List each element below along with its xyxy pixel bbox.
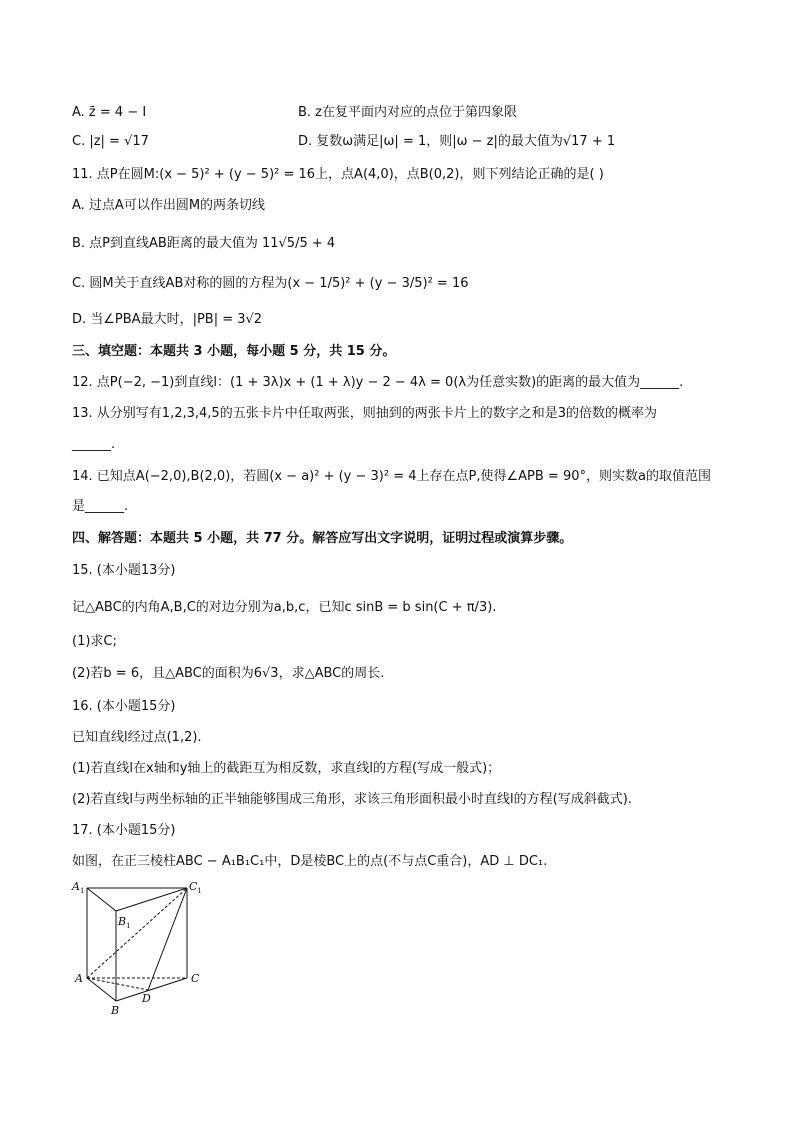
segment-a-c1-hidden bbox=[87, 888, 187, 978]
label-b1: $B_1$ bbox=[118, 915, 131, 930]
q16-stem: 已知直线l经过点(1,2). bbox=[72, 730, 202, 745]
q17-header: 17. (本小题15分) bbox=[72, 823, 176, 838]
q11-option-b: B. 点P到直线AB距离的最大值为 11√5/5 + 4 bbox=[72, 236, 336, 251]
edge-b1-c1 bbox=[116, 888, 187, 911]
section-4-heading: 四、解答题：本题共 5 小题，共 77 分。解答应写出文字说明，证明过程或演算步骤。 bbox=[72, 531, 573, 546]
label-a: A bbox=[75, 972, 83, 985]
q15-part1: (1)求C; bbox=[72, 634, 117, 649]
q14-line2: 是______. bbox=[72, 499, 129, 514]
section-3-heading: 三、填空题：本题共 3 小题，每小题 5 分，共 15 分。 bbox=[72, 344, 396, 359]
q16-part1: (1)若直线l在x轴和y轴上的截距互为相反数，求直线l的方程(写成一般式)； bbox=[72, 761, 501, 776]
q13-line2: ______. bbox=[72, 437, 116, 452]
q15-part2: (2)若b = 6，且△ABC的面积为6√3，求△ABC的周长. bbox=[72, 666, 385, 681]
q10-option-d: D. 复数ω满足|ω| = 1，则|ω − z|的最大值为√17 + 1 bbox=[298, 134, 616, 149]
q11-option-c: C. 圆M关于直线AB对称的圆的方程为(x − 1/5)² + (y − 3/5)² = 16 bbox=[72, 276, 469, 291]
edge-a-b bbox=[87, 978, 116, 1001]
q10-option-b: B. z在复平面内对应的点位于第四象限 bbox=[298, 105, 518, 120]
q13-line1: 13. 从分别写有1,2,3,4,5的五张卡片中任取两张，则抽到的两张卡片上的数字之和是3的倍数的概率为 bbox=[72, 406, 657, 421]
q16-part2: (2)若直线l与两坐标轴的正半轴能够围成三角形，求该三角形面积最小时直线l的方程(写成斜截式). bbox=[72, 792, 632, 807]
edge-a1-b1 bbox=[87, 888, 116, 911]
q15-header: 15. (本小题13分) bbox=[72, 563, 176, 578]
q12-text: 12. 点P(−2, −1)到直线l：(1 + 3λ)x + (1 + λ)y − 2 − 4λ = 0(λ为任意实数)的距离的最大值为______. bbox=[72, 375, 684, 390]
segment-d-c1 bbox=[148, 888, 187, 990]
label-b: B bbox=[111, 1004, 120, 1017]
segment-a-d-hidden bbox=[87, 978, 148, 990]
q10-option-c: C. |z| = √17 bbox=[72, 134, 149, 149]
label-a1: $A_1$ bbox=[72, 880, 85, 895]
q11-option-a: A. 过点A可以作出圆M的两条切线 bbox=[72, 198, 266, 213]
prism-figure bbox=[70, 878, 210, 1020]
label-c1: $C_1$ bbox=[189, 880, 202, 895]
label-d: D bbox=[142, 992, 151, 1005]
q11-option-d: D. 当∠PBA最大时，|PB| = 3√2 bbox=[72, 312, 263, 327]
label-c: C bbox=[191, 972, 200, 985]
q15-stem: 记△ABC的内角A,B,C的对边分别为a,b,c，已知c sinB = b sin(C + π/3). bbox=[72, 600, 497, 615]
q11-stem: 11. 点P在圆M:(x − 5)² + (y − 5)² = 16上，点A(4,0)，点B(0,2)，则下列结论正确的是( ) bbox=[72, 167, 604, 182]
q16-header: 16. (本小题15分) bbox=[72, 699, 176, 714]
q10-option-a: A. z̄ = 4 − I bbox=[72, 105, 147, 120]
q17-stem: 如图，在正三棱柱ABC − A₁B₁C₁中，D是棱BC上的点(不与点C重合)，AD ⊥ DC₁. bbox=[72, 854, 548, 869]
q14-line1: 14. 已知点A(−2,0),B(2,0)，若圆(x − a)² + (y − 3)² = 4上存在点P,使得∠APB = 90°，则实数a的取值范围 bbox=[72, 469, 711, 484]
